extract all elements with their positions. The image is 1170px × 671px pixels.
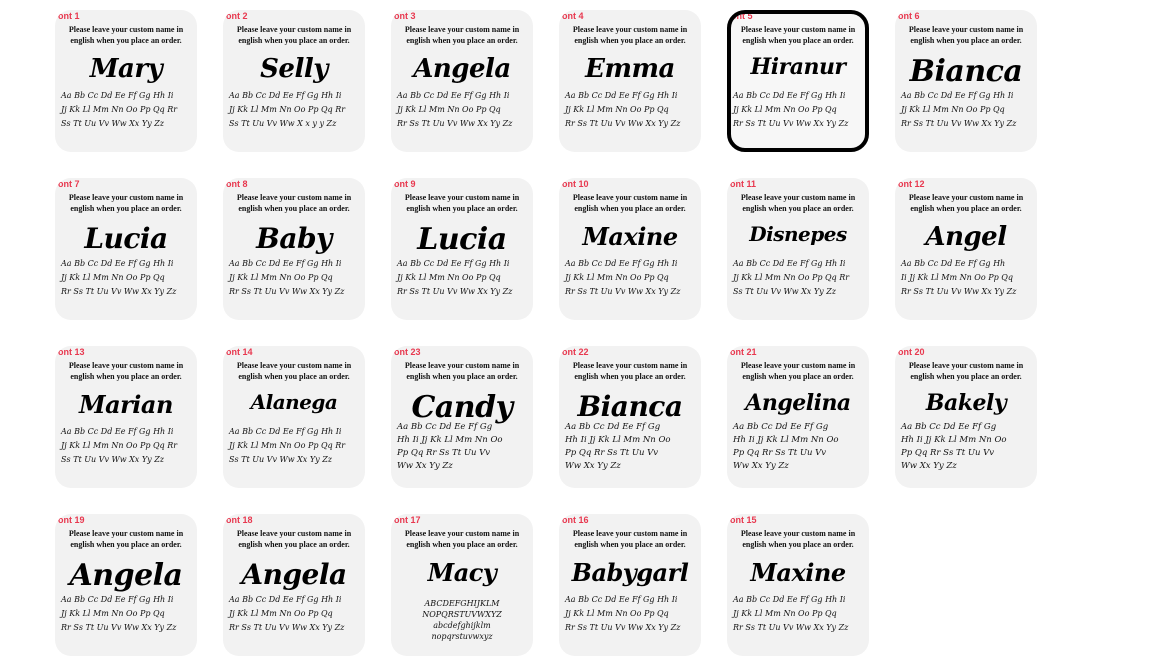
alphabet-sample: Aa Bb Cc Dd Ee Ff Gg Hh Ii Jj Kk Ll Mm Nn Oo Pp Qq Rr Ss Tt Uu Vv Ww Xx Yy Zz <box>901 91 1017 128</box>
alphabet-sample: Aa Bb Cc Dd Ee Ff Gg Hh Ii Jj Kk Ll Mm Nn Oo Pp Qq Rr Ss Tt Uu Vv Ww Xx Yy Zz <box>397 259 513 296</box>
font-number-label: ont 11 <box>730 179 757 189</box>
font-number-label: ont 9 <box>394 179 416 189</box>
alphabet-sample: Aa Bb Cc Dd Ee Ff Gg Hh Ii Jj Kk Ll Mm Nn Oo Pp Qq Rr Ss Tt Uu Vv Ww Xx Yy Zz <box>229 427 346 464</box>
font-tile[interactable] <box>223 178 365 320</box>
font-tile[interactable] <box>727 346 869 488</box>
order-instruction-text: Please leave your custom name in english when you place an order. <box>908 25 1024 45</box>
sample-name: Alanega <box>250 390 338 414</box>
alphabet-sample: Aa Bb Cc Dd Ee Ff Gg Hh Ii Jj Kk Ll Mm Nn Oo Pp Qq Rr Ss Tt Uu Vv Ww Xx Yy Zz <box>397 422 503 471</box>
order-instruction-text: Please leave your custom name in english when you place an order. <box>236 529 352 549</box>
alphabet-sample: Aa Bb Cc Dd Ee Ff Gg Hh Ii Jj Kk Ll Mm Nn Oo Pp Qq Rr Ss Tt Uu Vv Ww Xx Yy Zz <box>61 91 178 128</box>
sample-name: Maxine <box>582 222 678 251</box>
font-number-label: ont 20 <box>898 347 925 357</box>
order-instruction-text: Please leave your custom name in english when you place an order. <box>236 361 352 381</box>
font-tile[interactable] <box>559 10 701 152</box>
order-instruction-text: Please leave your custom name in english when you place an order. <box>572 25 688 45</box>
order-instruction-text: Please leave your custom name in english when you place an order. <box>740 529 856 549</box>
font-tile[interactable] <box>391 514 533 656</box>
alphabet-sample: Aa Bb Cc Dd Ee Ff Gg Hh Ii Jj Kk Ll Mm Nn Oo Pp Qq Rr Ss Tt Uu Vv Ww Xx Yy Zz <box>565 595 681 632</box>
font-tile[interactable] <box>391 10 533 152</box>
font-tile[interactable] <box>55 10 197 152</box>
sample-name: Angela <box>413 54 511 84</box>
sample-name: Angela <box>69 558 183 593</box>
sample-name: Bakely <box>925 390 1007 416</box>
font-number-label: ont 22 <box>562 347 589 357</box>
font-tile[interactable] <box>559 178 701 320</box>
font-tile[interactable] <box>895 10 1037 152</box>
alphabet-sample: Aa Bb Cc Dd Ee Ff Gg Hh Ii Jj Kk Ll Mm Nn Oo Pp Qq Rr Ss Tt Uu Vv Ww Xx Yy Zz <box>733 422 839 471</box>
alphabet-sample: Aa Bb Cc Dd Ee Ff Gg Hh Ii Jj Kk Ll Mm Nn Oo Pp Qq Rr Ss Tt Uu Vv Ww Xx Yy Zz <box>733 595 849 632</box>
font-number-label: ont 19 <box>58 515 85 525</box>
alphabet-sample: Aa Bb Cc Dd Ee Ff Gg Hh Ii Jj Kk Ll Mm Nn Oo Pp Qq Rr Ss Tt Uu Vv Ww Xx Yy Zz <box>565 259 681 296</box>
order-instruction-text: Please leave your custom name in english when you place an order. <box>236 25 352 45</box>
font-tile[interactable] <box>223 346 365 488</box>
sample-name: Babygarl <box>571 558 689 587</box>
font-tile[interactable] <box>391 346 533 488</box>
font-number-label: ont 15 <box>730 515 757 525</box>
order-instruction-text: Please leave your custom name in english when you place an order. <box>572 529 688 549</box>
font-number-label: ont 17 <box>394 515 421 525</box>
order-instruction-text: Please leave your custom name in english when you place an order. <box>68 361 184 381</box>
sample-name: Bianca <box>577 390 683 423</box>
sample-name: Disnepes <box>749 222 847 246</box>
font-tile[interactable] <box>55 346 197 488</box>
alphabet-sample: Aa Bb Cc Dd Ee Ff Gg Hh Ii Jj Kk Ll Mm Nn Oo Pp Qq Rr Ss Tt Uu Vv Ww Xx Yy Zz <box>61 595 177 632</box>
alphabet-sample: Aa Bb Cc Dd Ee Ff Gg Hh Ii Jj Kk Ll Mm Nn Oo Pp Qq Rr Ss Tt Uu Vv Ww X x y y Zz <box>229 91 346 128</box>
font-tile[interactable] <box>55 178 197 320</box>
font-tile[interactable] <box>727 10 869 152</box>
alphabet-sample: Aa Bb Cc Dd Ee Ff Gg Hh Ii Jj Kk Ll Mm Nn Oo Pp Qq Rr Ss Tt Uu Vv Ww Xx Yy Zz <box>61 259 177 296</box>
alphabet-sample: Aa Bb Cc Dd Ee Ff Gg Hh Ii Jj Kk Ll Mm Nn Oo Pp Qq Rr Ss Tt Uu Vv Ww Xx Yy Zz <box>229 259 345 296</box>
alphabet-sample: Aa Bb Cc Dd Ee Ff Gg Hh Ii Jj Kk Ll Mm Nn Oo Pp Qq Rr Ss Tt Uu Vv Ww Xx Yy Zz <box>901 422 1007 471</box>
sample-name: Candy <box>411 390 513 425</box>
sample-name: Lucia <box>417 222 507 257</box>
alphabet-sample: Aa Bb Cc Dd Ee Ff Gg Hh Ii Jj Kk Ll Mm Nn Oo Pp Qq Rr Ss Tt Uu Vv Ww Xx Yy Zz <box>901 259 1017 296</box>
sample-name: Angel <box>925 222 1007 252</box>
order-instruction-text: Please leave your custom name in english when you place an order. <box>404 529 520 549</box>
font-number-label: ont 5 <box>731 11 753 21</box>
font-number-label: ont 21 <box>730 347 757 357</box>
order-instruction-text: Please leave your custom name in english when you place an order. <box>68 25 184 45</box>
sample-name: Lucia <box>84 222 168 255</box>
sample-name: Baby <box>256 222 332 255</box>
order-instruction-text: Please leave your custom name in english when you place an order. <box>404 193 520 213</box>
alphabet-sample: Aa Bb Cc Dd Ee Ff Gg Hh Ii Jj Kk Ll Mm Nn Oo Pp Qq Rr Ss Tt Uu Vv Ww Xx Yy Zz <box>229 595 345 632</box>
order-instruction-text: Please leave your custom name in english when you place an order. <box>68 193 184 213</box>
alphabet-sample: Aa Bb Cc Dd Ee Ff Gg Hh Ii Jj Kk Ll Mm Nn Oo Pp Qq Rr Ss Tt Uu Vv Ww Xx Yy Zz <box>733 259 850 296</box>
order-instruction-text: Please leave your custom name in english when you place an order. <box>908 361 1024 381</box>
sample-name: Angelina <box>745 390 851 416</box>
font-number-label: ont 3 <box>394 11 416 21</box>
order-instruction-text: Please leave your custom name in english when you place an order. <box>740 361 856 381</box>
font-number-label: ont 10 <box>562 179 589 189</box>
order-instruction-text: Please leave your custom name in english when you place an order. <box>740 193 856 213</box>
order-instruction-text: Please leave your custom name in english when you place an order. <box>740 25 856 45</box>
sample-name: Macy <box>427 558 497 587</box>
sample-name: Bianca <box>909 54 1023 89</box>
sample-name: Mary <box>89 54 163 84</box>
order-instruction-text: Please leave your custom name in english when you place an order. <box>908 193 1024 213</box>
sample-name: Maxine <box>750 558 846 587</box>
font-tile[interactable] <box>727 178 869 320</box>
font-number-label: ont 8 <box>226 179 248 189</box>
font-tile[interactable] <box>895 178 1037 320</box>
order-instruction-text: Please leave your custom name in english when you place an order. <box>68 529 184 549</box>
alphabet-sample: Aa Bb Cc Dd Ee Ff Gg Hh Ii Jj Kk Ll Mm Nn Oo Pp Qq Rr Ss Tt Uu Vv Ww Xx Yy Zz <box>733 91 849 128</box>
font-number-label: ont 6 <box>898 11 920 21</box>
font-number-label: ont 14 <box>226 347 253 357</box>
font-number-label: ont 4 <box>562 11 584 21</box>
font-number-label: ont 23 <box>394 347 421 357</box>
order-instruction-text: Please leave your custom name in english when you place an order. <box>572 361 688 381</box>
font-number-label: ont 16 <box>562 515 589 525</box>
font-tile[interactable] <box>559 346 701 488</box>
alphabet-sample: ABCDEFGHIJKLM NOPQRSTUVWXYZ abcdefghijklm nopqrstuvwxyz <box>422 599 502 641</box>
alphabet-sample: Aa Bb Cc Dd Ee Ff Gg Hh Ii Jj Kk Ll Mm Nn Oo Pp Qq Rr Ss Tt Uu Vv Ww Xx Yy Zz <box>397 91 513 128</box>
font-tile[interactable] <box>223 514 365 656</box>
sample-name: Angela <box>241 558 347 591</box>
font-number-label: ont 7 <box>58 179 80 189</box>
sample-name: Selly <box>260 54 328 84</box>
font-tile[interactable] <box>391 178 533 320</box>
alphabet-sample: Aa Bb Cc Dd Ee Ff Gg Hh Ii Jj Kk Ll Mm Nn Oo Pp Qq Rr Ss Tt Uu Vv Ww Xx Yy Zz <box>565 422 671 471</box>
order-instruction-text: Please leave your custom name in english when you place an order. <box>404 361 520 381</box>
font-number-label: ont 18 <box>226 515 253 525</box>
order-instruction-text: Please leave your custom name in english when you place an order. <box>572 193 688 213</box>
font-number-label: ont 2 <box>226 11 248 21</box>
order-instruction-text: Please leave your custom name in english when you place an order. <box>404 25 520 45</box>
font-number-label: ont 13 <box>58 347 85 357</box>
sample-name: Hiranur <box>750 54 846 80</box>
sample-name: Marian <box>79 390 173 419</box>
font-number-label: ont 12 <box>898 179 925 189</box>
sample-name: Emma <box>585 54 675 84</box>
font-tile[interactable] <box>895 346 1037 488</box>
order-instruction-text: Please leave your custom name in english when you place an order. <box>236 193 352 213</box>
font-number-label: ont 1 <box>58 11 80 21</box>
font-tile[interactable] <box>727 514 869 656</box>
font-tile[interactable] <box>559 514 701 656</box>
font-tile[interactable] <box>55 514 197 656</box>
font-tile[interactable] <box>223 10 365 152</box>
alphabet-sample: Aa Bb Cc Dd Ee Ff Gg Hh Ii Jj Kk Ll Mm Nn Oo Pp Qq Rr Ss Tt Uu Vv Ww Xx Yy Zz <box>565 91 681 128</box>
alphabet-sample: Aa Bb Cc Dd Ee Ff Gg Hh Ii Jj Kk Ll Mm Nn Oo Pp Qq Rr Ss Tt Uu Vv Ww Xx Yy Zz <box>61 427 178 464</box>
